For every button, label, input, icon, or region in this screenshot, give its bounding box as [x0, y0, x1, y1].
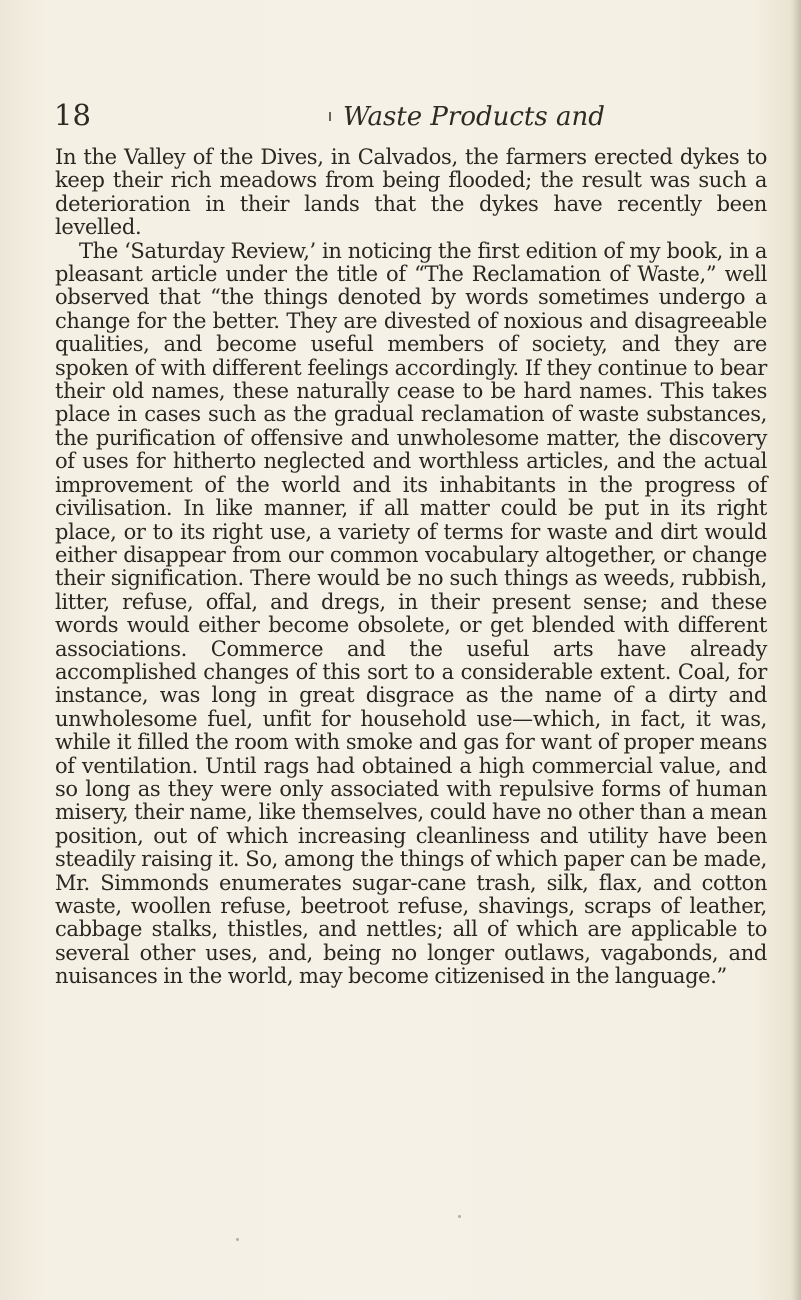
paper-speck	[458, 1215, 461, 1218]
running-title: Waste Products and	[343, 102, 605, 132]
page-header	[0, 98, 801, 138]
page-number: 18	[54, 98, 91, 132]
page-edge-shadow	[791, 0, 801, 1300]
paper-speck	[236, 1238, 239, 1241]
paragraph-valley: In the Valley of the Dives, in Calvados, the farmers erected dykes to keep their rich meadows from being flooded; the result was such a deterioration in their lands that the dykes have recently been levelled.	[55, 145, 767, 240]
paragraph-saturday-review: The ‘Saturday Review,’ in noticing the first edition of my book, in a pleasant article under the title of “The Reclamation of Waste,” well observed that “the things denoted by words sometimes undergo a change for the better. They are divested of noxious and disagreeable qualities, and become useful members of society, and they are spoken of with different feelings accordingly. If they continue to bear their old names, these naturally cease to be hard names. This takes place in cases such as the gradual reclamation of waste substances, the purification of offensive and unwholesome matter, the discovery of uses for hitherto neglected and worthless articles, and the actual improvement of the world and its inhabitants in the progress of civilisation. In like manner, if all matter could be put in its right place, or to its right use, a variety of terms for waste and dirt would either disappear from our common vocabulary altogether, or change their signification. There would be no such things as weeds, rubbish, litter, refuse, offal, and dregs, in their present sense; and these words would either become obsolete, or get blended with different associations. Commerce and the useful arts have already accomplished changes of this sort to a considerable extent. Coal, for instance, was long in great disgrace as the name of a dirty and unwholesome fuel, unfit for household use—which, in fact, it was, while it filled the room with smoke and gas for want of proper means of ventilation. Until rags had obtained a high commercial value, and so long as they were only associated with repulsive forms of human misery, their name, like themselves, could have no other than a mean position, out of which increasing cleanliness and utility have been steadily raising it. So, among the things of which paper can be made, Mr. Simmonds enumerates sugar-cane trash, silk, flax, and cotton waste, woollen refuse, beetroot refuse, shavings, scraps of leather, cabbage stalks, thistles, and nettles; all of which are applicable to several other uses, and, being no longer outlaws, vagabonds, and nuisances in the world, may become citizenised in the language.”	[55, 238, 767, 989]
print-mark	[329, 112, 331, 121]
body-text	[55, 146, 767, 989]
